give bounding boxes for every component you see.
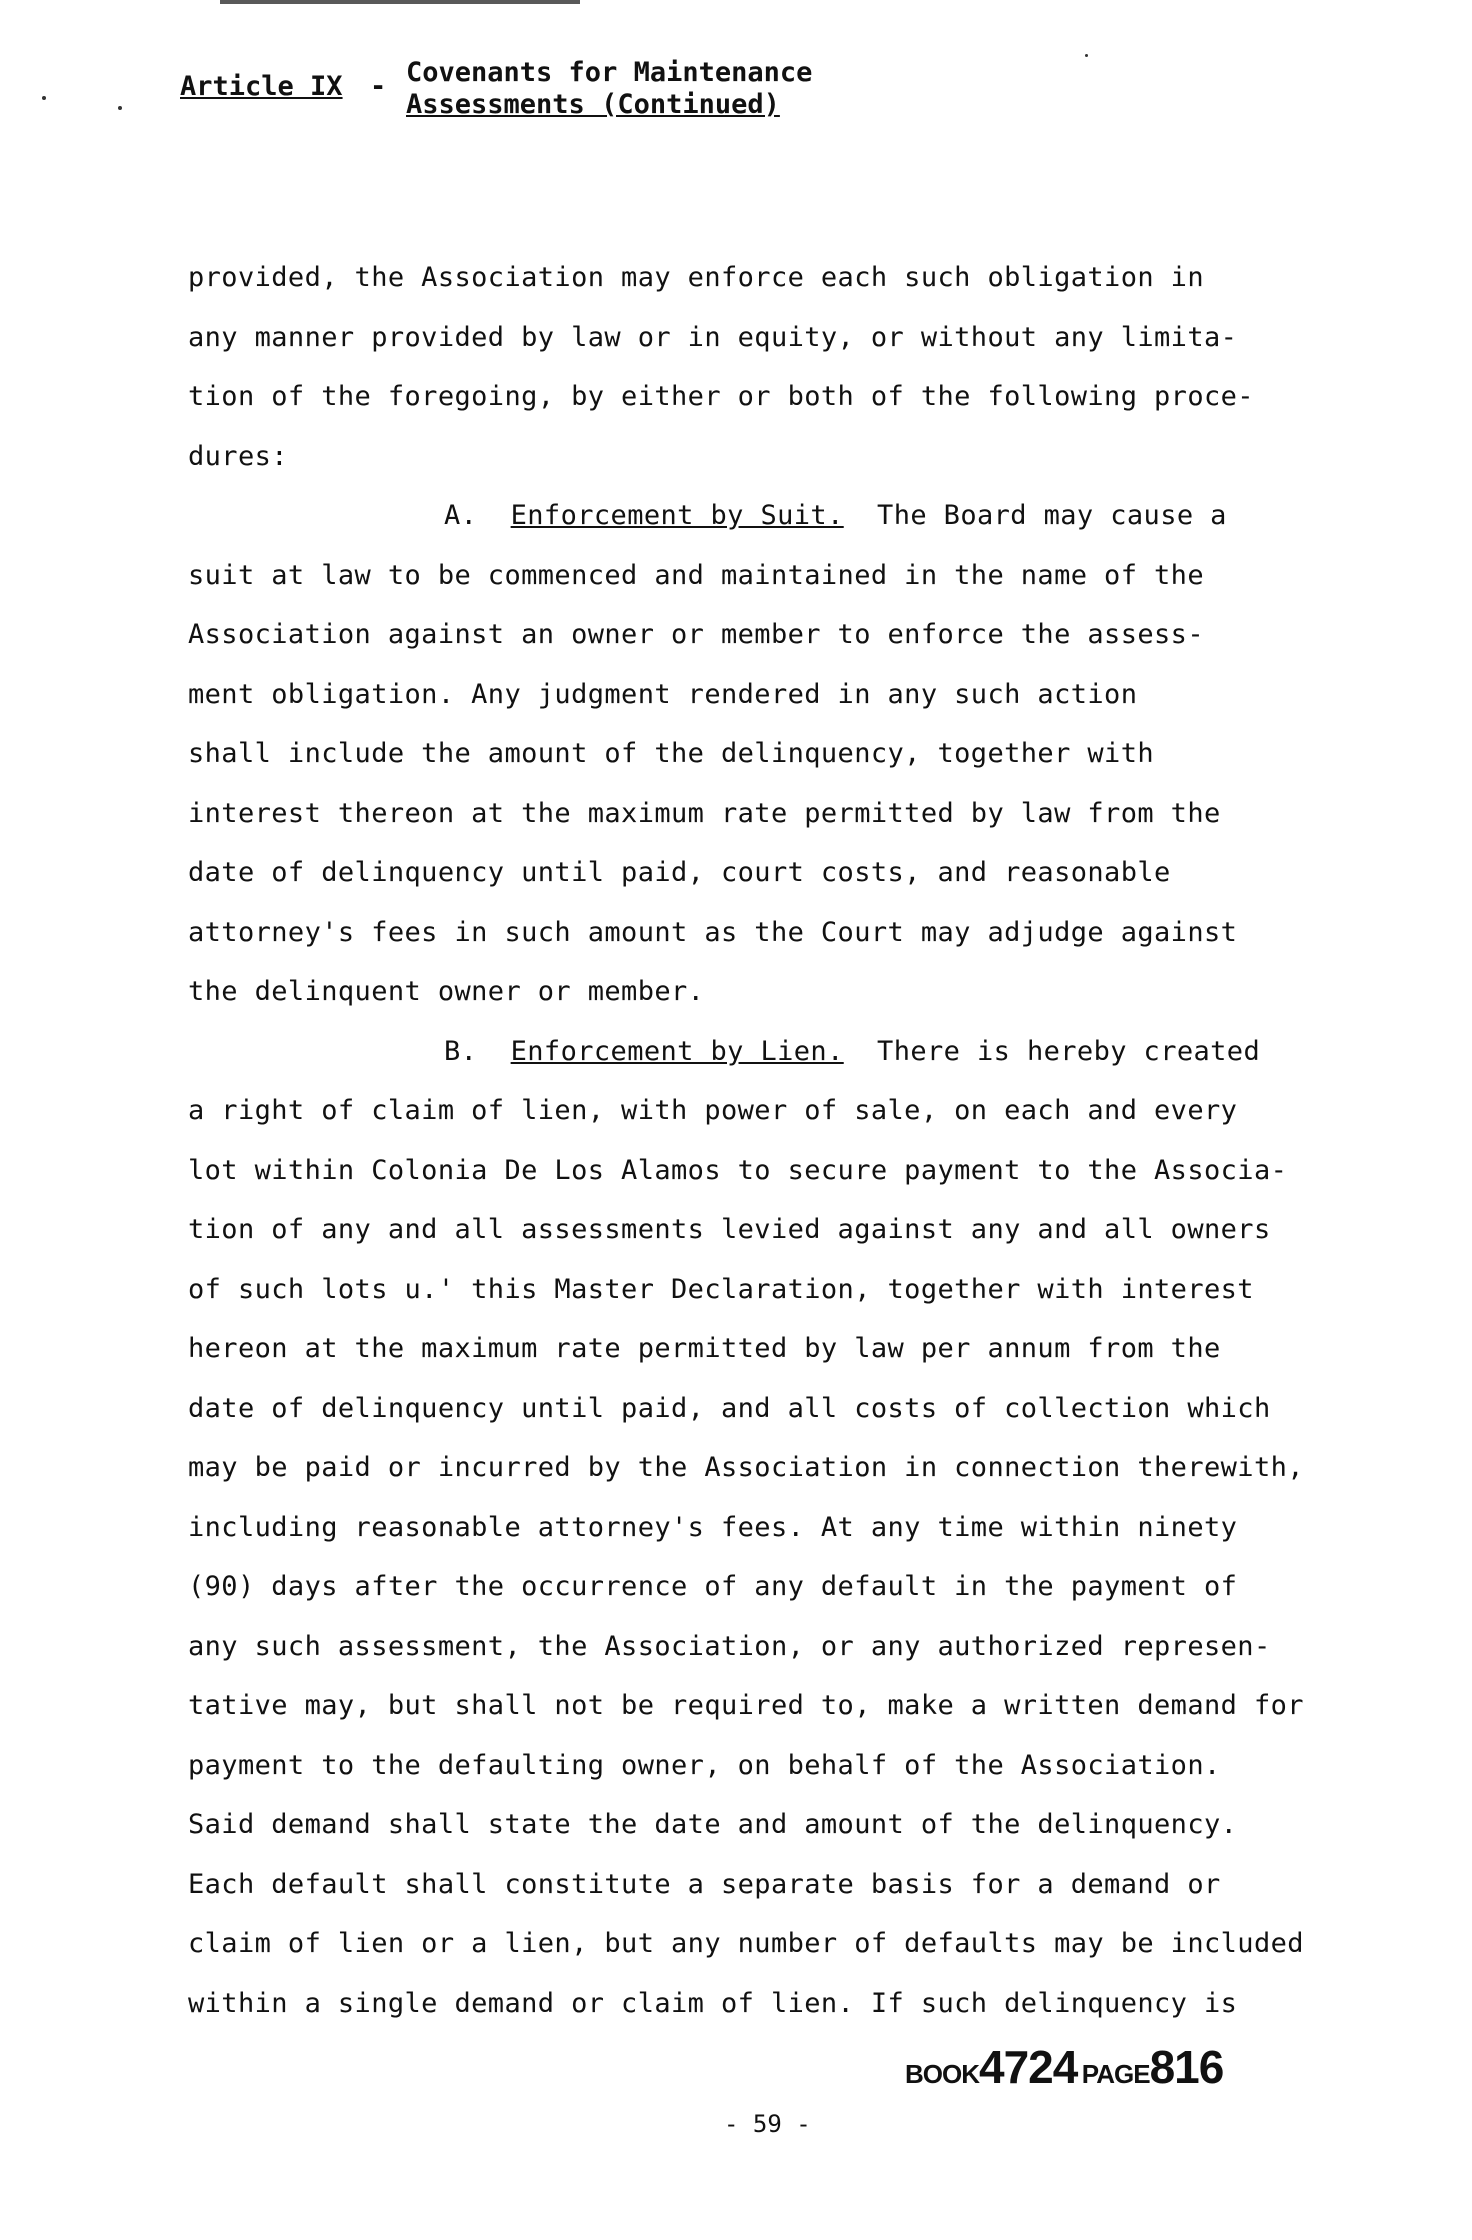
text-line: (90) days after the occurrence of any default in the payment of [188, 1571, 1238, 1602]
text-line: claim of lien or a lien, but any number of defaults may be included [188, 1928, 1304, 1959]
text-line: Said demand shall state the date and amount of the delinquency. [188, 1809, 1238, 1840]
text-line: tion of the foregoing, by either or both of the following proce- [188, 381, 1254, 412]
text-line: Association against an owner or member to enforce the assess- [188, 619, 1204, 650]
section-b-first-line: There is hereby created [877, 1035, 1261, 1067]
book-label: BOOK [905, 2059, 979, 2089]
section-b-heading: Enforcement by Lien. [510, 1035, 844, 1067]
text-line: including reasonable attorney's fees. At any time within ninety [188, 1511, 1238, 1543]
section-a-heading-line [188, 486, 1398, 546]
text-line: may be paid or incurred by the Association in connection therewith, [188, 1452, 1304, 1483]
section-b-heading-line [188, 1022, 1398, 1082]
text-line: any manner provided by law or in equity, or without any limita- [188, 321, 1238, 353]
text-line: tion of any and all assessments levied against any and all owners [188, 1214, 1271, 1245]
text-line: ment obligation. Any judgment rendered in any such action [188, 678, 1138, 710]
text-line: of such lots u.' this Master Declaration, together with interest [188, 1273, 1254, 1305]
text-line: shall include the amount of the delinquency, together with [188, 738, 1155, 769]
text-line: provided, the Association may enforce each such obligation in [188, 262, 1204, 293]
text-line: payment to the defaulting owner, on behalf of the Association. [188, 1749, 1221, 1781]
article-title-line-1: Covenants for Maintenance [406, 57, 813, 88]
text-line: suit at law to be commenced and maintained in the name of the [188, 559, 1204, 591]
article-title-line-2: Assessments (Continued) [406, 89, 780, 120]
page-number: - 59 - [724, 2110, 811, 2138]
text-line: lot within Colonia De Los Alamos to secure payment to the Associa- [188, 1154, 1288, 1186]
text-line: date of delinquency until paid, court costs, and reasonable [188, 857, 1171, 888]
section-a-first-line: The Board may cause a [877, 500, 1227, 531]
section-b-letter: B. [444, 1035, 478, 1067]
text-line: Each default shall constitute a separate basis for a demand or [188, 1868, 1221, 1900]
header-dash: - [370, 71, 387, 102]
scan-speck [1085, 54, 1088, 57]
body-text [188, 248, 1398, 2033]
text-line: interest thereon at the maximum rate permitted by law from the [188, 797, 1221, 829]
text-line: a right of claim of lien, with power of sale, on each and every [188, 1095, 1238, 1126]
scan-speck [118, 106, 122, 110]
scan-speck [42, 96, 46, 100]
section-a-letter: A. [444, 500, 478, 531]
text-line: hereon at the maximum rate permitted by law per annum from the [188, 1333, 1221, 1364]
text-line: date of delinquency until paid, and all costs of collection which [188, 1392, 1271, 1424]
scan-edge-mark [220, 0, 580, 4]
text-line: tative may, but shall not be required to, make a written demand for [188, 1690, 1304, 1721]
page-label: PAGE [1081, 2059, 1150, 2089]
text-line: any such assessment, the Association, or any authorized represen- [188, 1630, 1271, 1662]
book-number: 4724 [979, 2041, 1078, 2093]
text-line: the delinquent owner or member. [188, 976, 705, 1007]
section-a-heading: Enforcement by Suit. [510, 500, 844, 531]
book-page-stamp [905, 2040, 1223, 2094]
text-line: within a single demand or claim of lien. If such delinquency is [188, 1987, 1238, 2019]
text-line: dures: [188, 440, 288, 472]
text-line: attorney's fees in such amount as the Court may adjudge against [188, 916, 1238, 948]
article-number: Article IX [180, 71, 343, 102]
page-ref-number: 816 [1149, 2041, 1224, 2093]
